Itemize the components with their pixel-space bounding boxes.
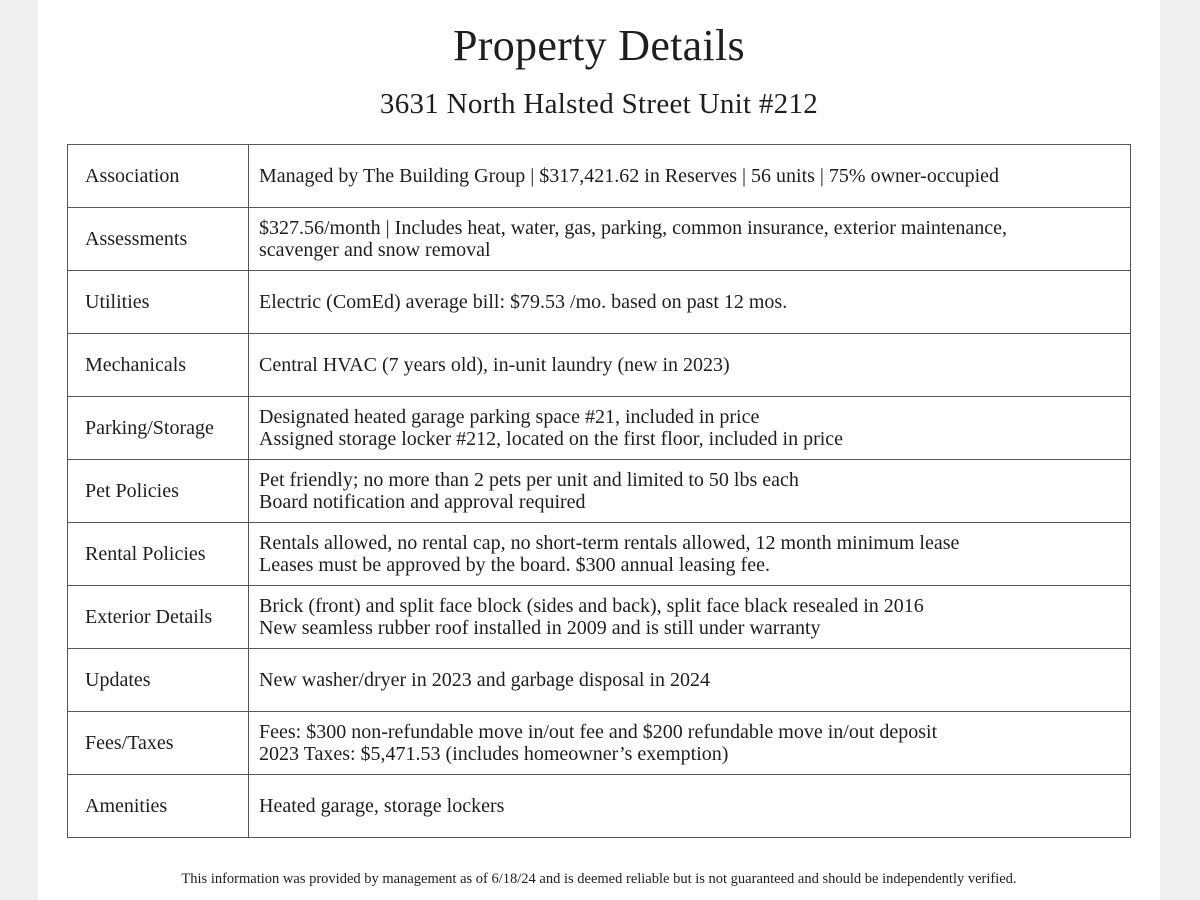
table-row bbox=[68, 145, 1131, 208]
row-value-line: Managed by The Building Group | $317,421.62 in Reserves | 56 units | 75% owner-occupied bbox=[259, 165, 1000, 187]
row-value-line: Pet friendly; no more than 2 pets per unit and limited to 50 lbs each bbox=[259, 469, 799, 491]
row-label: Fees/Taxes bbox=[68, 712, 249, 775]
row-label: Association bbox=[68, 145, 249, 208]
row-value bbox=[249, 271, 1131, 334]
row-label: Pet Policies bbox=[68, 460, 249, 523]
row-label: Updates bbox=[68, 649, 249, 712]
table-row bbox=[68, 649, 1131, 712]
row-label: Utilities bbox=[68, 271, 249, 334]
property-details-body bbox=[68, 145, 1131, 838]
table-row bbox=[68, 208, 1131, 271]
table-row bbox=[68, 334, 1131, 397]
row-value bbox=[249, 712, 1131, 775]
row-value-line: New seamless rubber roof installed in 2009 and is still under warranty bbox=[259, 617, 821, 639]
row-value-line: Heated garage, storage lockers bbox=[259, 795, 505, 817]
table-row bbox=[68, 523, 1131, 586]
row-label: Rental Policies bbox=[68, 523, 249, 586]
row-value-line: 2023 Taxes: $5,471.53 (includes homeowner’s exemption) bbox=[259, 743, 729, 765]
row-value-line: Fees: $300 non-refundable move in/out fee and $200 refundable move in/out deposit bbox=[259, 721, 938, 743]
row-value-line: New washer/dryer in 2023 and garbage disposal in 2024 bbox=[259, 669, 710, 691]
row-value-line: Brick (front) and split face block (sides and back), split face black resealed in 2016 bbox=[259, 595, 924, 617]
row-value bbox=[249, 460, 1131, 523]
page-title: Property Details bbox=[453, 21, 745, 70]
table-row bbox=[68, 460, 1131, 523]
row-value bbox=[249, 397, 1131, 460]
property-address: 3631 North Halsted Street Unit #212 bbox=[379, 88, 819, 120]
row-value bbox=[249, 145, 1131, 208]
row-label: Exterior Details bbox=[68, 586, 249, 649]
row-value-line: $327.56/month | Includes heat, water, gas, parking, common insurance, exterior maintenance, bbox=[259, 217, 1007, 239]
row-label: Assessments bbox=[68, 208, 249, 271]
row-label: Amenities bbox=[68, 775, 249, 838]
document-page bbox=[38, 0, 1160, 900]
row-value bbox=[249, 208, 1131, 271]
table-row bbox=[68, 271, 1131, 334]
row-value-line: Leases must be approved by the board. $300 annual leasing fee. bbox=[259, 554, 770, 576]
row-value-line: Electric (ComEd) average bill: $79.53 /mo. based on past 12 mos. bbox=[259, 291, 788, 313]
row-value-line: Central HVAC (7 years old), in-unit laundry (new in 2023) bbox=[259, 354, 730, 376]
row-label: Mechanicals bbox=[68, 334, 249, 397]
row-value bbox=[249, 523, 1131, 586]
disclaimer-footnote: This information was provided by management as of 6/18/24 and is deemed reliable but is not guaranteed and should be independently verified. bbox=[181, 871, 1017, 887]
table-row bbox=[68, 586, 1131, 649]
property-details-table bbox=[67, 144, 1131, 838]
row-label: Parking/Storage bbox=[68, 397, 249, 460]
row-value-line: Board notification and approval required bbox=[259, 491, 586, 513]
row-value-line: Assigned storage locker #212, located on the first floor, included in price bbox=[259, 428, 844, 450]
row-value-line: scavenger and snow removal bbox=[259, 239, 491, 261]
table-row bbox=[68, 775, 1131, 838]
row-value bbox=[249, 775, 1131, 838]
row-value bbox=[249, 586, 1131, 649]
row-value bbox=[249, 334, 1131, 397]
row-value bbox=[249, 649, 1131, 712]
row-value-line: Rentals allowed, no rental cap, no short-term rentals allowed, 12 month minimum lease bbox=[259, 532, 960, 554]
row-value-line: Designated heated garage parking space #21, included in price bbox=[259, 406, 760, 428]
table-row bbox=[68, 712, 1131, 775]
table-row bbox=[68, 397, 1131, 460]
